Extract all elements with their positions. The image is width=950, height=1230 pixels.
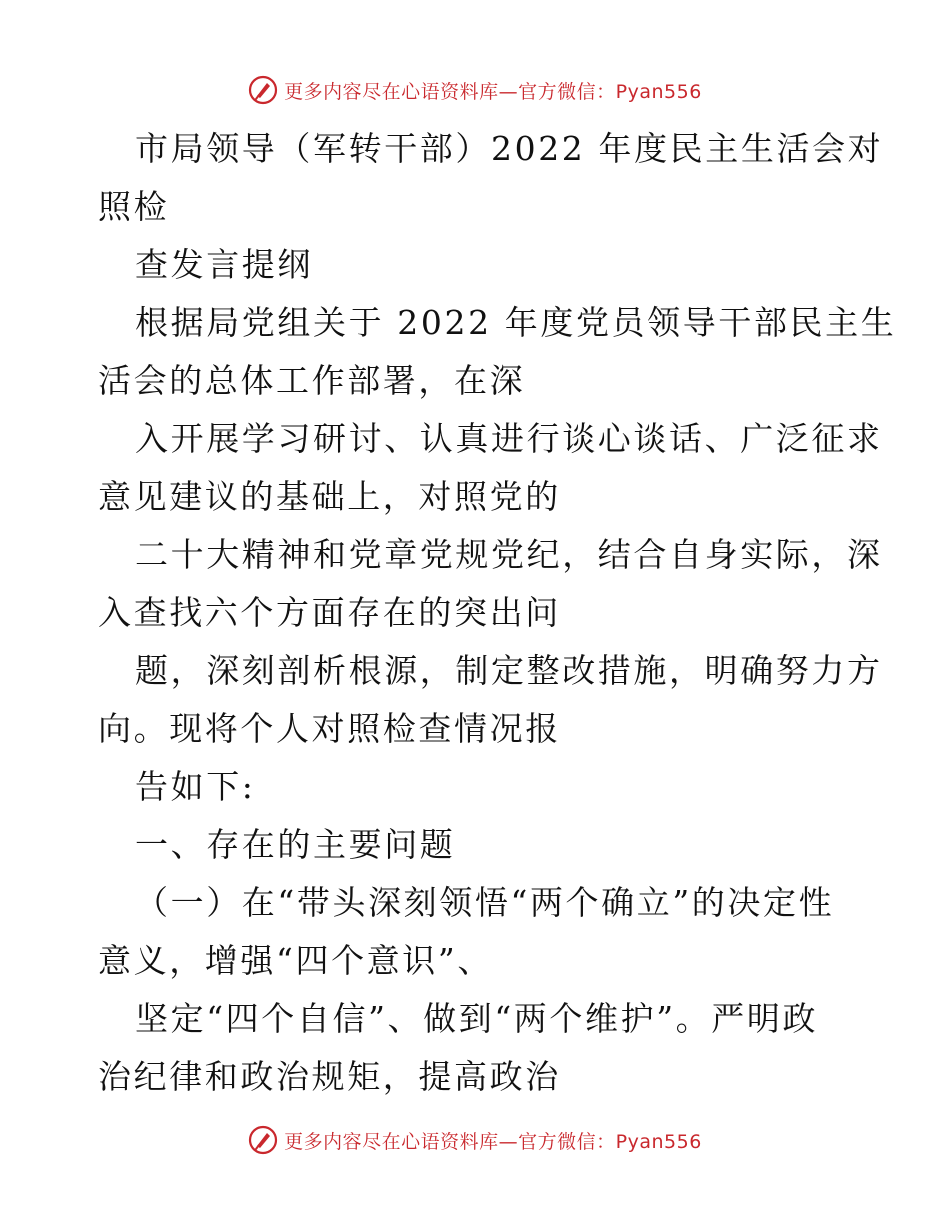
text-line: 入开展学习研讨、认真进行谈心谈话、广泛征求 bbox=[135, 419, 883, 458]
feather-pen-icon bbox=[248, 1125, 278, 1155]
text-line: 活会的总体工作部署，在深 bbox=[98, 361, 526, 400]
document-body bbox=[98, 120, 897, 1106]
watermark-text: 更多内容尽在心语资料库—官方微信：Pyan556 bbox=[284, 80, 702, 103]
text-line: 查发言提纲 bbox=[135, 245, 313, 284]
text-line: 市局领导（军转干部）2022 年度民主生活会对 bbox=[135, 129, 884, 168]
text-line: 二十大精神和党章党规党纪，结合自身实际，深 bbox=[135, 535, 883, 574]
watermark-footer bbox=[0, 1122, 950, 1158]
text-line: 意义，增强“四个意识”、 bbox=[98, 941, 493, 980]
text-line: 照检 bbox=[98, 187, 170, 226]
text-line: 一、存在的主要问题 bbox=[135, 825, 456, 864]
text-line: 向。现将个人对照检查情况报 bbox=[98, 709, 561, 748]
text-line: （一）在“带头深刻领悟“两个确立”的决定性 bbox=[135, 883, 835, 922]
text-line: 治纪律和政治规矩，提高政治 bbox=[98, 1057, 561, 1096]
text-line: 题，深刻剖析根源，制定整改措施，明确努力方 bbox=[135, 651, 883, 690]
text-line: 根据局党组关于 2022 年度党员领导干部民主生 bbox=[135, 303, 897, 342]
text-line: 告如下: bbox=[135, 767, 256, 806]
watermark-header bbox=[0, 72, 950, 108]
text-line: 入查找六个方面存在的突出问 bbox=[98, 593, 561, 632]
watermark-text: 更多内容尽在心语资料库—官方微信：Pyan556 bbox=[284, 1130, 702, 1153]
text-line: 坚定“四个自信”、做到“两个维护”。严明政 bbox=[135, 999, 819, 1038]
feather-pen-icon bbox=[248, 75, 278, 105]
text-line: 意见建议的基础上，对照党的 bbox=[98, 477, 561, 516]
